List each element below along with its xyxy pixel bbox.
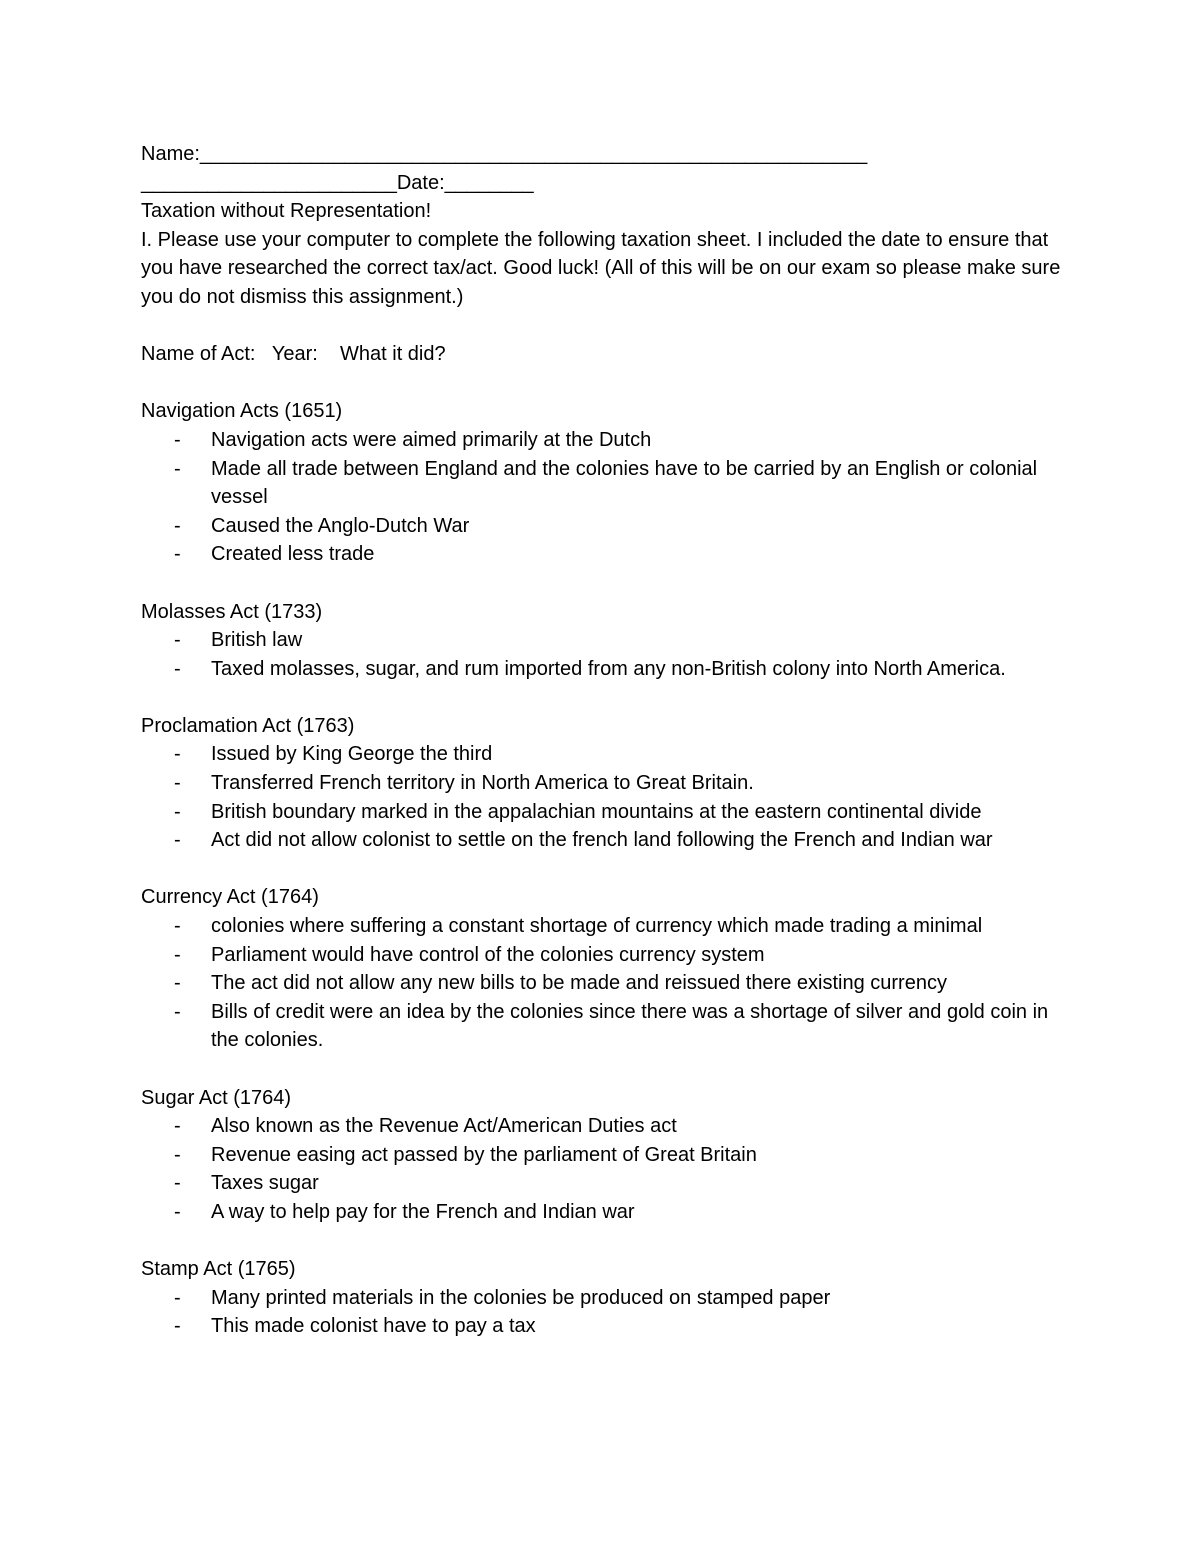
bullet-dash-icon: - [174, 457, 181, 480]
column-headers [141, 340, 1071, 369]
act-title: Currency Act (1764) [141, 886, 319, 909]
bullet-dash-icon: - [174, 1200, 181, 1223]
bullet-item [141, 512, 1071, 541]
act-bullet-list [141, 626, 1071, 683]
bullet-dash-icon: - [174, 972, 181, 995]
bullet-item [141, 1284, 1071, 1313]
spacer [141, 312, 1071, 341]
bullet-item [141, 540, 1071, 569]
spacer [141, 569, 1071, 598]
bullet-text: Caused the Anglo-Dutch War [211, 514, 470, 537]
bullet-item [141, 426, 1071, 455]
act-section [141, 712, 1071, 884]
bullet-dash-icon: - [174, 829, 181, 852]
bullet-item [141, 1312, 1071, 1341]
act-bullet-list [141, 740, 1071, 854]
instructions-paragraph: I. Please use your computer to complete the following taxation sheet. I included the date to ensure that you have researched the correct tax/act. Good luck! (All of this will be on our exam so please make sure you do not dismiss this assignment.) [141, 228, 1061, 308]
act-title: Stamp Act (1765) [141, 1258, 296, 1281]
bullet-dash-icon: - [174, 800, 181, 823]
bullet-text: Made all trade between England and the colonies have to be carried by an English or colonial vessel [211, 457, 1038, 509]
act-bullet-list [141, 1284, 1071, 1341]
spacer [141, 683, 1071, 712]
bullet-dash-icon: - [174, 629, 181, 652]
bullet-item [141, 455, 1071, 512]
acts-list [141, 397, 1071, 1341]
bullet-dash-icon: - [174, 543, 181, 566]
document-page [141, 140, 1071, 1341]
bullet-item [141, 912, 1071, 941]
spacer [141, 1227, 1071, 1256]
act-title: Navigation Acts (1651) [141, 400, 343, 423]
bullet-item [141, 941, 1071, 970]
bullet-item [141, 740, 1071, 769]
bullet-text: Created less trade [211, 543, 375, 566]
bullet-dash-icon: - [174, 1172, 181, 1195]
document-title: Taxation without Representation! [141, 200, 432, 223]
name-line: Name:____________________________________________________________ [141, 143, 868, 165]
bullet-item [141, 1169, 1071, 1198]
bullet-item [141, 655, 1071, 684]
bullet-text: British boundary marked in the appalachian mountains at the eastern continental divide [211, 800, 982, 823]
bullet-item [141, 1112, 1071, 1141]
bullet-dash-icon: - [174, 743, 181, 766]
act-section [141, 598, 1071, 712]
bullet-item [141, 1198, 1071, 1227]
act-section [141, 397, 1071, 597]
bullet-text: Taxes sugar [211, 1172, 319, 1195]
bullet-text: Taxed molasses, sugar, and rum imported from any non-British colony into North America. [211, 657, 1006, 680]
bullet-text: Transferred French territory in North America to Great Britain. [211, 772, 754, 795]
bullet-dash-icon: - [174, 1115, 181, 1138]
bullet-dash-icon: - [174, 1286, 181, 1309]
act-section [141, 883, 1071, 1083]
bullet-text: The act did not allow any new bills to be made and reissued there existing currency [211, 972, 947, 995]
bullet-dash-icon: - [174, 514, 181, 537]
bullet-item [141, 798, 1071, 827]
act-bullet-list [141, 426, 1071, 569]
bullet-item [141, 769, 1071, 798]
spacer [141, 1055, 1071, 1084]
bullet-item [141, 626, 1071, 655]
spacer [141, 369, 1071, 398]
bullet-text: Act did not allow colonist to settle on the french land following the French and Indian war [211, 829, 993, 852]
bullet-text: Also known as the Revenue Act/American Duties act [211, 1115, 677, 1138]
bullet-text: Revenue easing act passed by the parliament of Great Britain [211, 1143, 757, 1166]
bullet-text: Many printed materials in the colonies be produced on stamped paper [211, 1286, 831, 1309]
spacer [141, 855, 1071, 884]
bullet-dash-icon: - [174, 657, 181, 680]
bullet-text: A way to help pay for the French and Indian war [211, 1200, 635, 1223]
bullet-text: British law [211, 629, 303, 652]
bullet-dash-icon: - [174, 428, 181, 451]
bullet-dash-icon: - [174, 1143, 181, 1166]
bullet-dash-icon: - [174, 1000, 181, 1023]
act-bullet-list [141, 912, 1071, 1055]
bullet-text: This made colonist have to pay a tax [211, 1315, 536, 1338]
bullet-dash-icon: - [174, 915, 181, 938]
bullet-text: colonies where suffering a constant shortage of currency which made trading a minimal [211, 915, 983, 938]
column-header-name: Name of Act: [141, 343, 256, 366]
bullet-text: Issued by King George the third [211, 743, 493, 766]
column-header-what: What it did? [340, 343, 446, 366]
bullet-item [141, 998, 1071, 1055]
bullet-dash-icon: - [174, 1315, 181, 1338]
bullet-item [141, 1141, 1071, 1170]
column-header-year: Year: [271, 343, 318, 366]
date-line: _______________________Date:________ [141, 171, 534, 194]
bullet-text: Bills of credit were an idea by the colonies since there was a shortage of silver and gold coin in the colonies. [211, 1000, 1049, 1052]
bullet-dash-icon: - [174, 772, 181, 795]
bullet-item [141, 826, 1071, 855]
act-section [141, 1255, 1071, 1341]
act-title: Sugar Act (1764) [141, 1086, 292, 1109]
act-section [141, 1084, 1071, 1256]
act-bullet-list [141, 1112, 1071, 1226]
act-title: Molasses Act (1733) [141, 600, 323, 623]
bullet-item [141, 969, 1071, 998]
bullet-text: Navigation acts were aimed primarily at the Dutch [211, 428, 652, 451]
bullet-dash-icon: - [174, 943, 181, 966]
bullet-text: Parliament would have control of the colonies currency system [211, 943, 765, 966]
act-title: Proclamation Act (1763) [141, 714, 355, 737]
